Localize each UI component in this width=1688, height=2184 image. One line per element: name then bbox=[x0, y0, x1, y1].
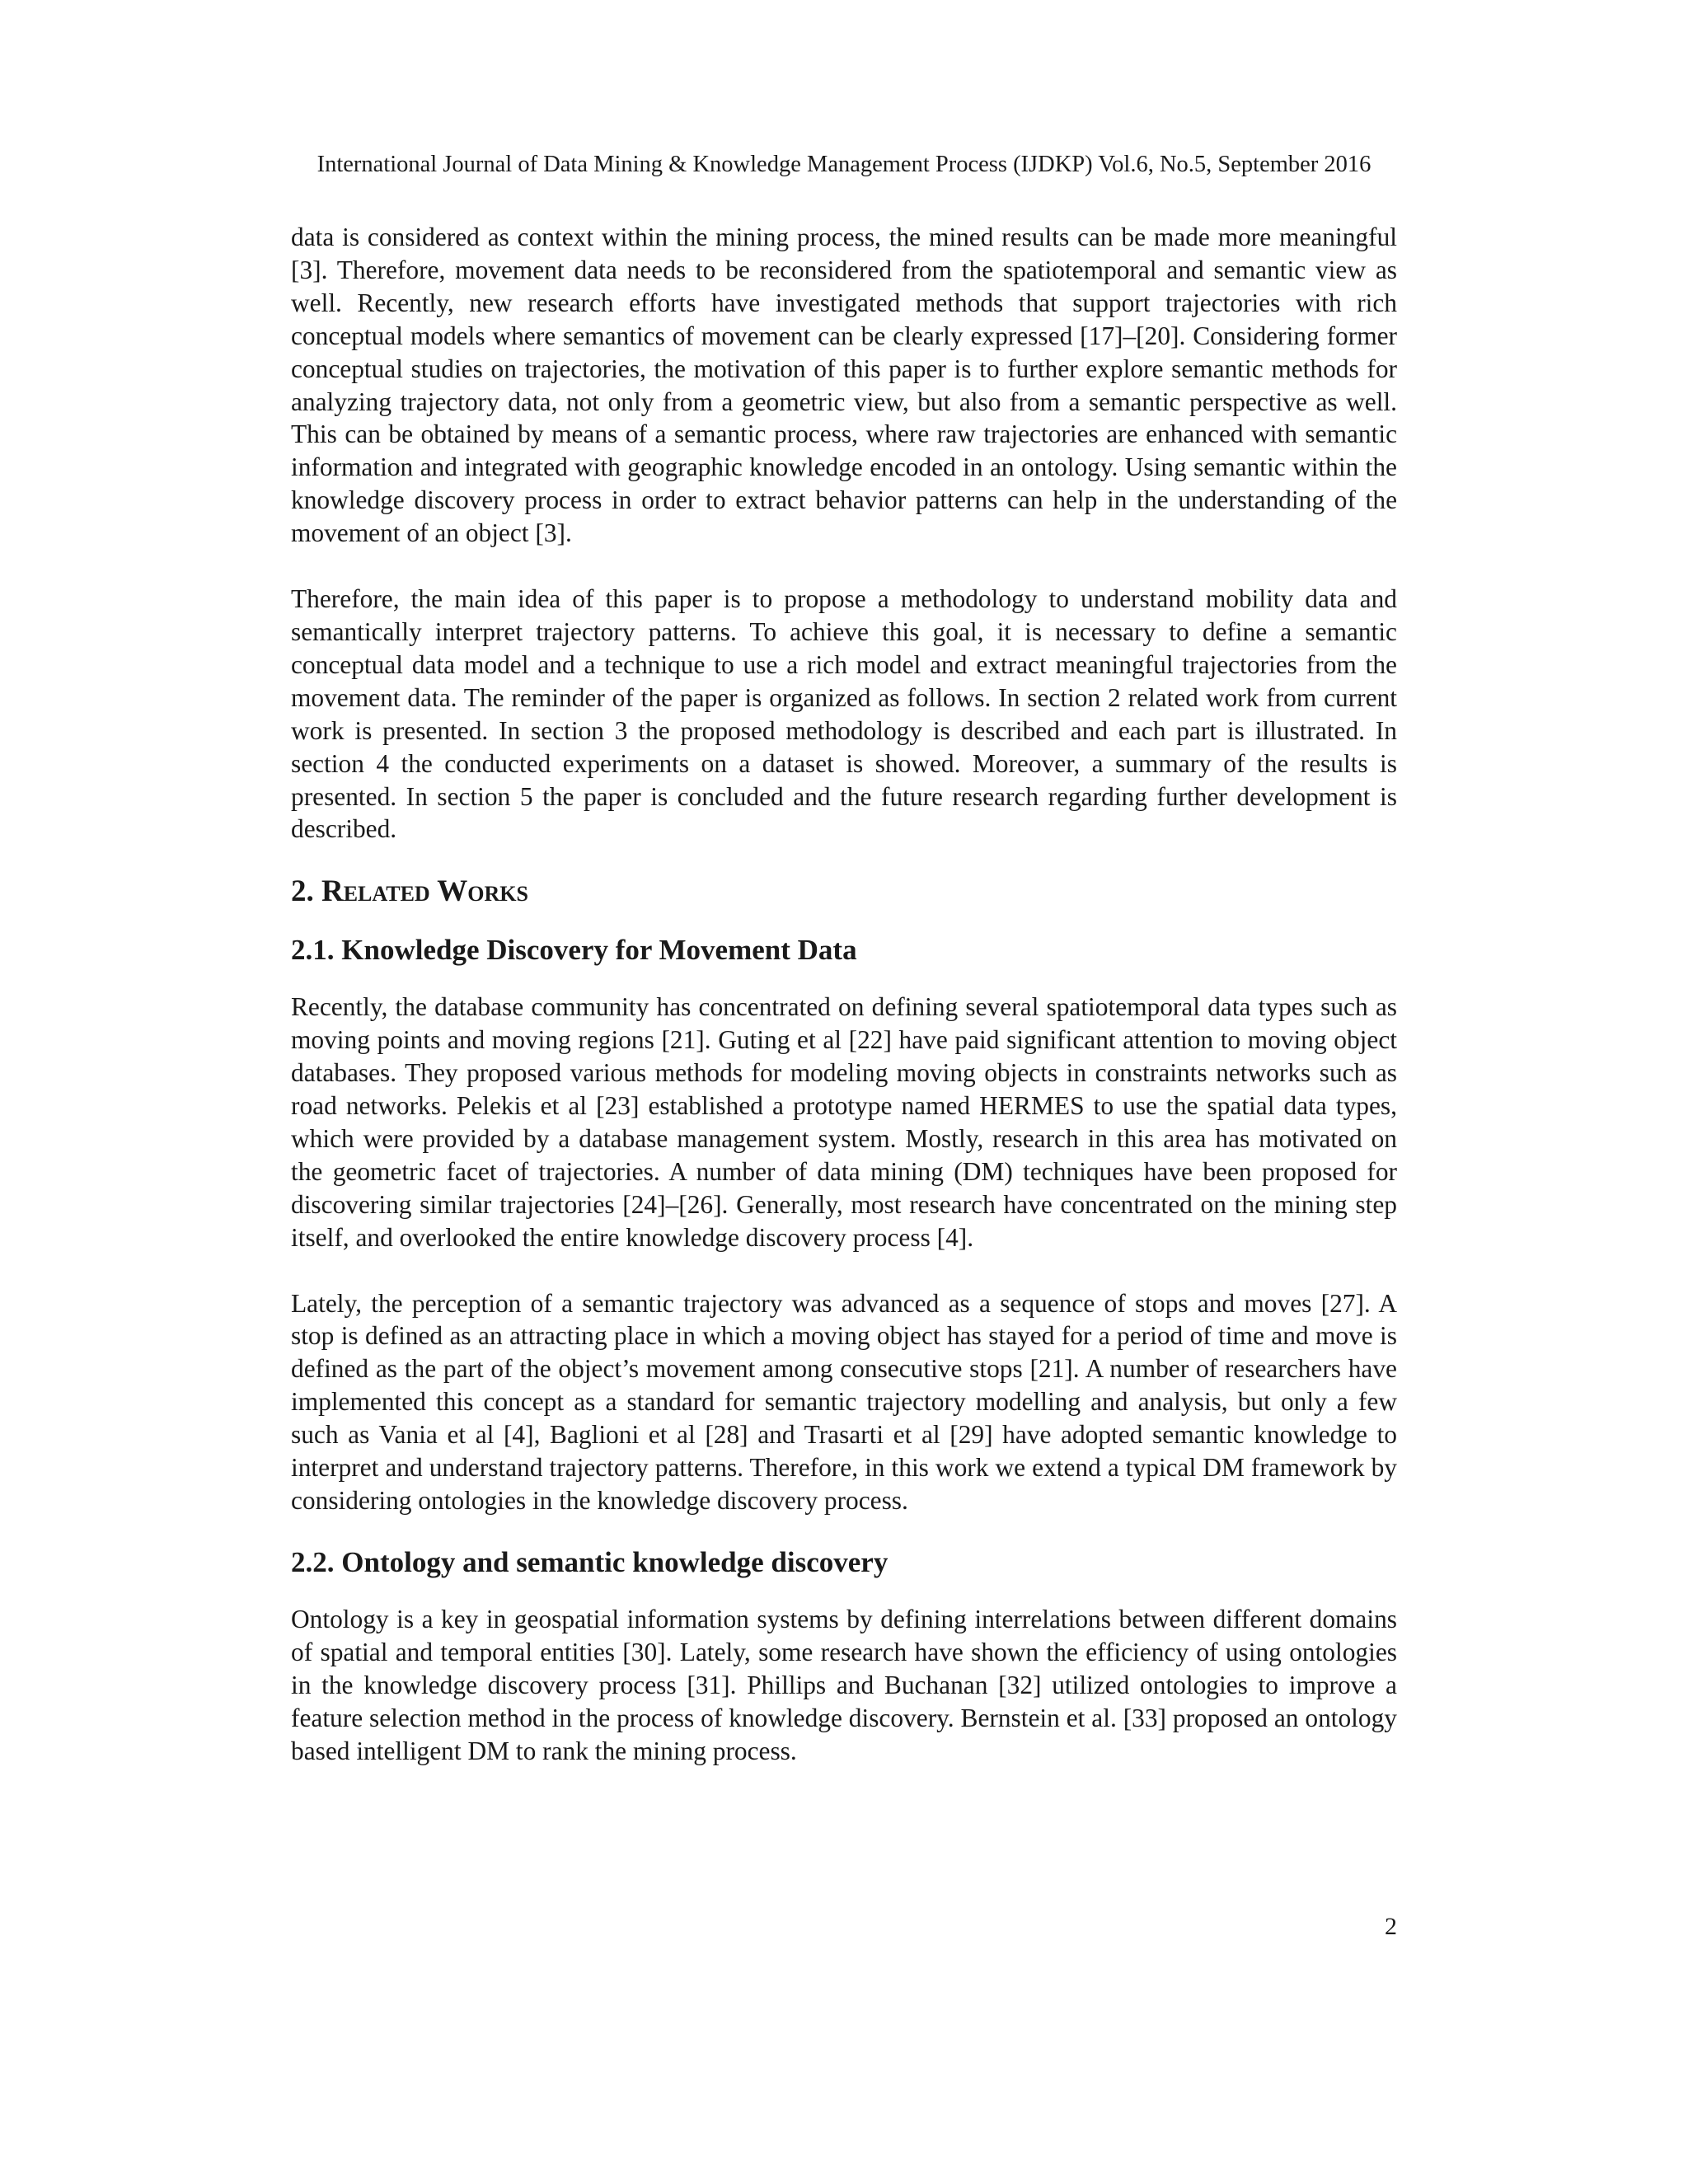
section-number: 2. bbox=[291, 874, 314, 909]
subsection-heading-2-2: 2.2. Ontology and semantic knowledge discovery bbox=[291, 1545, 889, 1578]
intro-paragraph-2: Therefore, the main idea of this paper is to propose a methodology to understand mobility data and semantically interpret trajectory patterns. To achieve this goal, it is necessary to define a semantic conceptual data model and a technique to use a rich model and extract meaningful trajectories from the movement data. The reminder of the paper is organized as follows. In section 2 related work from current work is presented. In section 3 the proposed methodology is described and each part is illustrated. In section 4 the conducted experiments on a dataset is showed. Moreover, a summary of the results is presented. In section 5 the paper is concluded and the future research regarding further development is described. bbox=[291, 584, 1397, 844]
body-text bbox=[291, 221, 1397, 1767]
section-title: Related Works bbox=[321, 874, 528, 909]
subsection-2-1-paragraph-2: Lately, the perception of a semantic trajectory was advanced as a sequence of stops and moves [27]. A stop is defined as an attracting place in which a moving object has stayed for a period of time and move is defined as the part of the object’s movement among consecutive stops [21]. A number of researchers have implemented this concept as a standard for semantic trajectory modelling and analysis, but only a few such as Vania et al [4], Baglioni et al [28] and Trasarti et al [29] have adopted semantic knowledge to interpret and understand trajectory patterns. Therefore, in this work we extend a typical DM framework by considering ontologies in the knowledge discovery process. bbox=[291, 1288, 1397, 1515]
subsection-heading-2-1: 2.1. Knowledge Discovery for Movement Data bbox=[291, 934, 857, 967]
section-heading-related-works bbox=[291, 874, 1397, 910]
intro-paragraph-1: data is considered as context within the mining process, the mined results can be made more meaningful [3]. Therefore, movement data needs to be reconsidered from the spatiotemporal and semantic view as well. Recently, new research efforts have investigated methods that support trajectories with rich conceptual models where semantics of movement can be clearly expressed [17]–[20]. Considering former conceptual studies on trajectories, the motivation of this paper is to further explore semantic methods for analyzing trajectory data, not only from a geometric view, but also from a semantic perspective as well. This can be obtained by means of a semantic process, where raw trajectories are enhanced with semantic information and integrated with geographic knowledge encoded in an ontology. Using semantic within the knowledge discovery process in order to extract behavior patterns can help in the understanding of the movement of an object [3]. bbox=[291, 223, 1397, 548]
subsection-2-2-paragraph-1: Ontology is a key in geospatial information systems by defining interrelations between different domains of spatial and temporal entities [30]. Lately, some research have shown the efficiency of using ontologies in the knowledge discovery process [31]. Phillips and Buchanan [32] utilized ontologies to improve a feature selection method in the process of knowledge discovery. Bernstein et al. [33] proposed an ontology based intelligent DM to rank the mining process. bbox=[291, 1604, 1397, 1765]
running-header: International Journal of Data Mining & Knowledge Management Process (IJDKP) Vol.6, No.5, September 2016 bbox=[316, 152, 1372, 177]
subsection-2-1-paragraph-1: Recently, the database community has concentrated on defining several spatiotemporal data types such as moving points and moving regions [21]. Guting et al [22] have paid significant attention to moving object databases. They proposed various methods for modeling moving objects in constraints networks such as road networks. Pelekis et al [23] established a prototype named HERMES to use the spatial data types, which were provided by a database management system. Mostly, research in this area has motivated on the geometric facet of trajectories. A number of data mining (DM) techniques have been proposed for discovering similar trajectories [24]–[26]. Generally, most research have concentrated on the mining step itself, and overlooked the entire knowledge discovery process [4]. bbox=[291, 992, 1397, 1252]
page-number: 2 bbox=[1385, 1913, 1397, 1940]
